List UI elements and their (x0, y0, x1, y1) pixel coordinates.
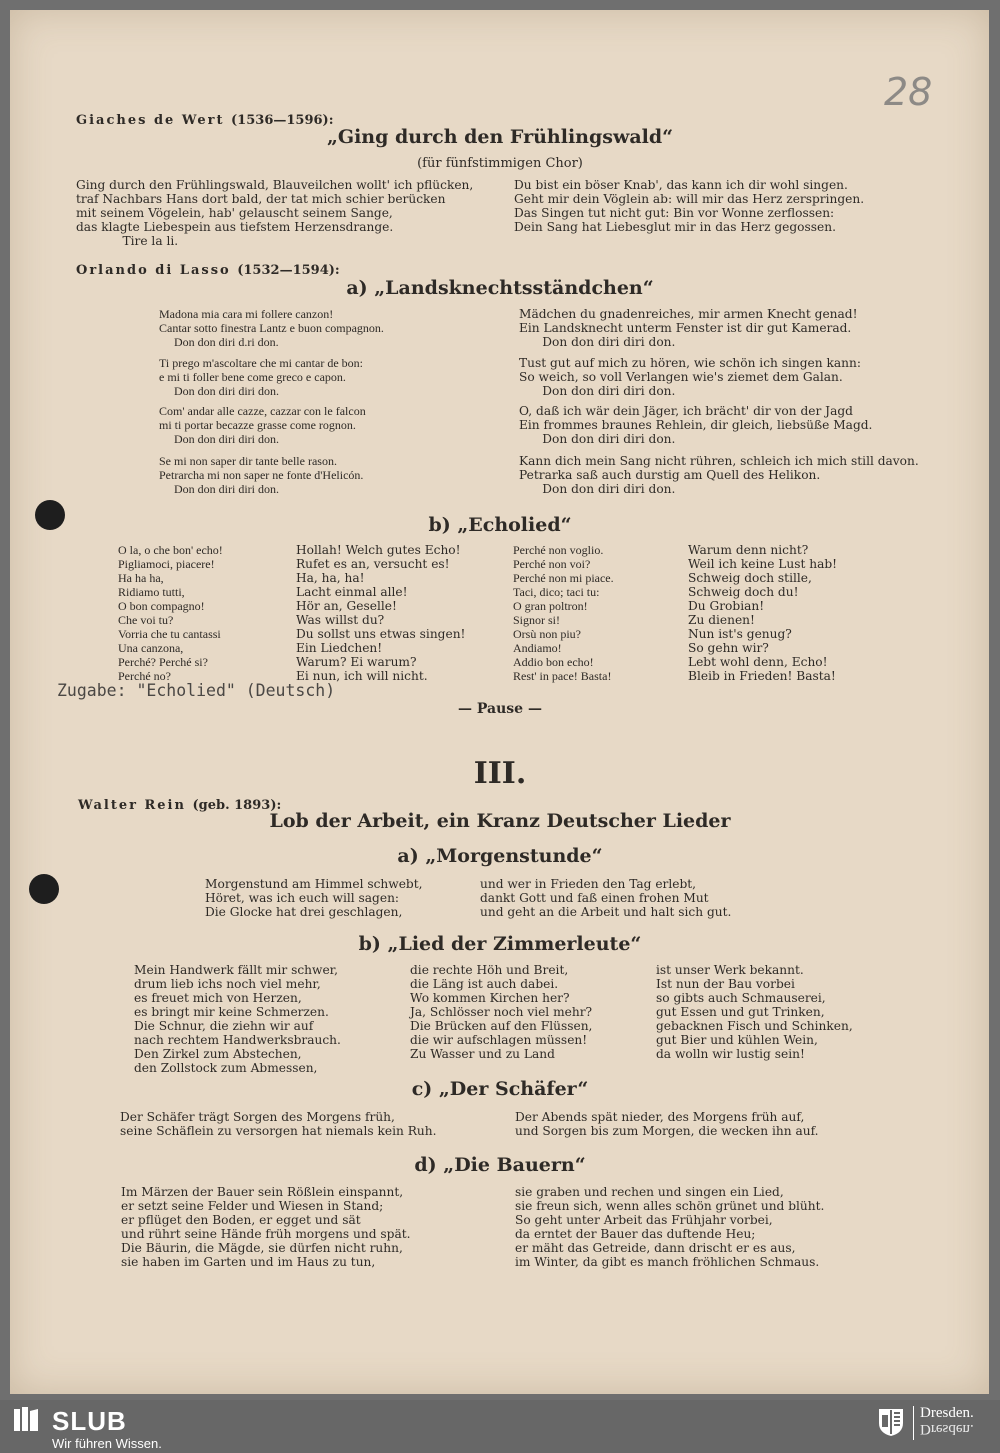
echo-col-italian-1: O la, o che bon' echo! Pigliamoci, piacere! Ha ha ha, Ridiamo tutti, O bon compagno! Che voi tu? Vorria che tu cantassi Una canzona, Perché? Perché si? Perché no? (118, 543, 223, 683)
footer-divider (913, 1406, 914, 1440)
stanza-german: O, daß ich wär dein Jäger, ich brächt' dir von der Jagd Ein frommes braunes Rehlein, dir gleich, liebsüße Magd. Don don diri diri don. (519, 404, 873, 446)
dresden-logo-text: Dresden. (920, 1405, 974, 1421)
composer-years: (geb. 1893): (192, 798, 282, 813)
typed-encore-note: Zugabe: "Echolied" (Deutsch) (57, 681, 336, 700)
song-title-bauern: d) „Die Bauern“ (414, 1154, 586, 1176)
stanza-german: Tust gut auf mich zu hören, wie schön ich singen kann: So weich, so voll Verlangen wie's ziemet dem Galan. Don don diri diri don. (519, 356, 861, 398)
part-heading: III. (473, 756, 527, 791)
morgenstunde-left: Morgenstund am Himmel schwebt, Höret, was ich euch will sagen: Die Glocke hat drei geschlagen, (205, 877, 423, 919)
zimmerleute-col1: Mein Handwerk fällt mir schwer, drum lieb ichs noch viel mehr, es freuet mich von Herzen, es bringt mir keine Schmerzen. Die Schnur, die ziehn wir auf nach rechtem Handwerksbrauch. Den Zirkel zum Abstechen, den Zollstock zum Abmessen, (134, 963, 341, 1075)
echo-col-german-2: Warum denn nicht? Weil ich keine Lust hab! Schweig doch stille, Schweig doch du! Du Grobian! Zu dienen! Nun ist's genug? So gehn wir? Lebt wohl denn, Echo! Bleib in Frieden! Basta! (688, 543, 838, 683)
schaefer-right: Der Abends spät nieder, des Morgens früh auf, und Sorgen bis zum Morgen, die wecken ihn auf. (515, 1110, 819, 1138)
schaefer-left: Der Schäfer trägt Sorgen des Morgens früh, seine Schäflein zu versorgen hat niemals kein Ruh. (120, 1110, 437, 1138)
composer-years: (1532—1594): (237, 263, 340, 278)
page-number: 28 (884, 70, 933, 114)
stanza-italian: Com' andar alle cazze, cazzar con le falcon mi ti portar becazze grasse come rognon. Don don diri diri don. (159, 404, 366, 446)
stanza-german: Mädchen du gnadenreiches, mir armen Knecht genad! Ein Landsknecht unterm Fenster ist dir gut Kamerad. Don don diri diri don. (519, 307, 858, 349)
punch-hole (35, 500, 65, 530)
composer-name: Orlando di Lasso (76, 263, 231, 278)
bauern-right: sie graben und rechen und singen ein Lied, sie freun sich, wenn alles schön grünet und blüht. So geht unter Arbeit das Frühjahr vorbei, da erntet der Bauer das duftende Heu; er mäht das Getreide, dann drischt er es aus, im Winter, da gibt es manch fröhlichen Schmaus. (515, 1185, 825, 1269)
composer-name: Giaches de Wert (76, 113, 225, 128)
pause-label: — Pause — (458, 701, 542, 717)
slub-logo-text[interactable]: SLUB (52, 1406, 127, 1436)
composer-years: (1536—1596): (231, 113, 334, 128)
stanza-italian: Madona mia cara mi follere canzon! Cantar sotto finestra Lantz e buon compagnon. Don don diri d.ri don. (159, 307, 384, 349)
dresden-logo[interactable] (920, 1405, 974, 1437)
composer-name: Walter Rein (78, 798, 186, 813)
bauern-left: Im Märzen der Bauer sein Rößlein einspannt, er setzt seine Felder und Wiesen in Stand; er pflüget den Boden, er egget und sät und rührt seine Hände früh morgens und spät. Die Bäurin, die Mägde, sie dürfen nicht ruhn, sie haben im Garten und im Haus zu tun, (121, 1185, 411, 1269)
punch-hole (29, 874, 59, 904)
composer-lasso (76, 263, 340, 278)
slub-book-icon (12, 1405, 40, 1433)
verse-right: Du bist ein böser Knab', das kann ich dir wohl singen. Geht mir dein Vöglein ab: will mir das Herz zerspringen. Das Singen tut nicht gut: Bin vor Wonne zerflossen: Dein Sang hat Liebesglut mir in das Herz gegossen. (514, 178, 865, 234)
song-title-morgenstunde: a) „Morgenstunde“ (397, 845, 603, 867)
song-title-fruehlingswald: „Ging durch den Frühlingswald“ (326, 126, 674, 148)
zimmerleute-col3: ist unser Werk bekannt. Ist nun der Bau vorbei so gibts auch Schmauserei, gut Essen und gut Trinken, gebacknen Fisch und Schinken, gut Bier und kühlen Wein, da wolln wir lustig sein! (656, 963, 853, 1061)
morgenstunde-right: und wer in Frieden den Tag erlebt, dankt Gott und faß einen frohen Mut und geht an die Arbeit und halt sich gut. (480, 877, 732, 919)
song-title-echolied: b) „Echolied“ (428, 514, 572, 536)
verse-left: Ging durch den Frühlingswald, Blauveilchen wollt' ich pflücken, traf Nachbars Hans dort bald, der tat mich schier berücken mit seinem Vögelein, hab' gelauscht seinem Sange, das klagte Liebespein aus tiefstem Herzensdrange. Tire la li. (76, 178, 474, 248)
stanza-italian: Ti prego m'ascoltare che mi cantar de bon: e mi ti foller bene come greco e capon. Don don diri diri don. (159, 356, 363, 398)
echo-col-italian-2: Perché non voglio. Perché non voi? Perché non mi piace. Taci, dico; taci tu: O gran poltron! Signor si! Orsù non piu? Andiamo! Addio bon echo! Rest' in pace! Basta! (513, 543, 614, 683)
footer-bar (0, 1400, 1000, 1453)
echo-col-german-1: Hollah! Welch gutes Echo! Rufet es an, versucht es! Ha, ha, ha! Lacht einmal alle! Hör an, Geselle! Was willst du? Du sollst uns etwas singen! Ein Liedchen! Warum? Ei warum? Ei nun, ich will nicht. (296, 543, 466, 683)
song-subtitle: (für fünfstimmigen Chor) (417, 156, 583, 171)
dresden-logo-mirror: Dresden. (920, 1421, 974, 1437)
cycle-title: Lob der Arbeit, ein Kranz Deutscher Lieder (269, 810, 731, 832)
slub-tagline: Wir führen Wissen. (52, 1436, 162, 1451)
song-title-zimmerleute: b) „Lied der Zimmerleute“ (358, 933, 642, 955)
zimmerleute-col2: die rechte Höh und Breit, die Läng ist auch dabei. Wo kommen Kirchen her? Ja, Schlösser noch viel mehr? Die Brücken auf den Flüssen, die wir aufschlagen müssen! Zu Wasser und zu Land (410, 963, 593, 1061)
stanza-german: Kann dich mein Sang nicht rühren, schleich ich mich still davon. Petrarka saß auch durstig am Quell des Helikon. Don don diri diri don. (519, 454, 919, 496)
dresden-coat-of-arms-icon (877, 1407, 905, 1437)
song-title-landsknecht: a) „Landsknechtsständchen“ (346, 277, 654, 299)
stanza-italian: Se mi non saper dir tante belle rason. Petrarcha mi non saper ne fonte d'Helicón. Don don diri diri don. (159, 454, 364, 496)
song-title-schaefer: c) „Der Schäfer“ (411, 1078, 589, 1100)
